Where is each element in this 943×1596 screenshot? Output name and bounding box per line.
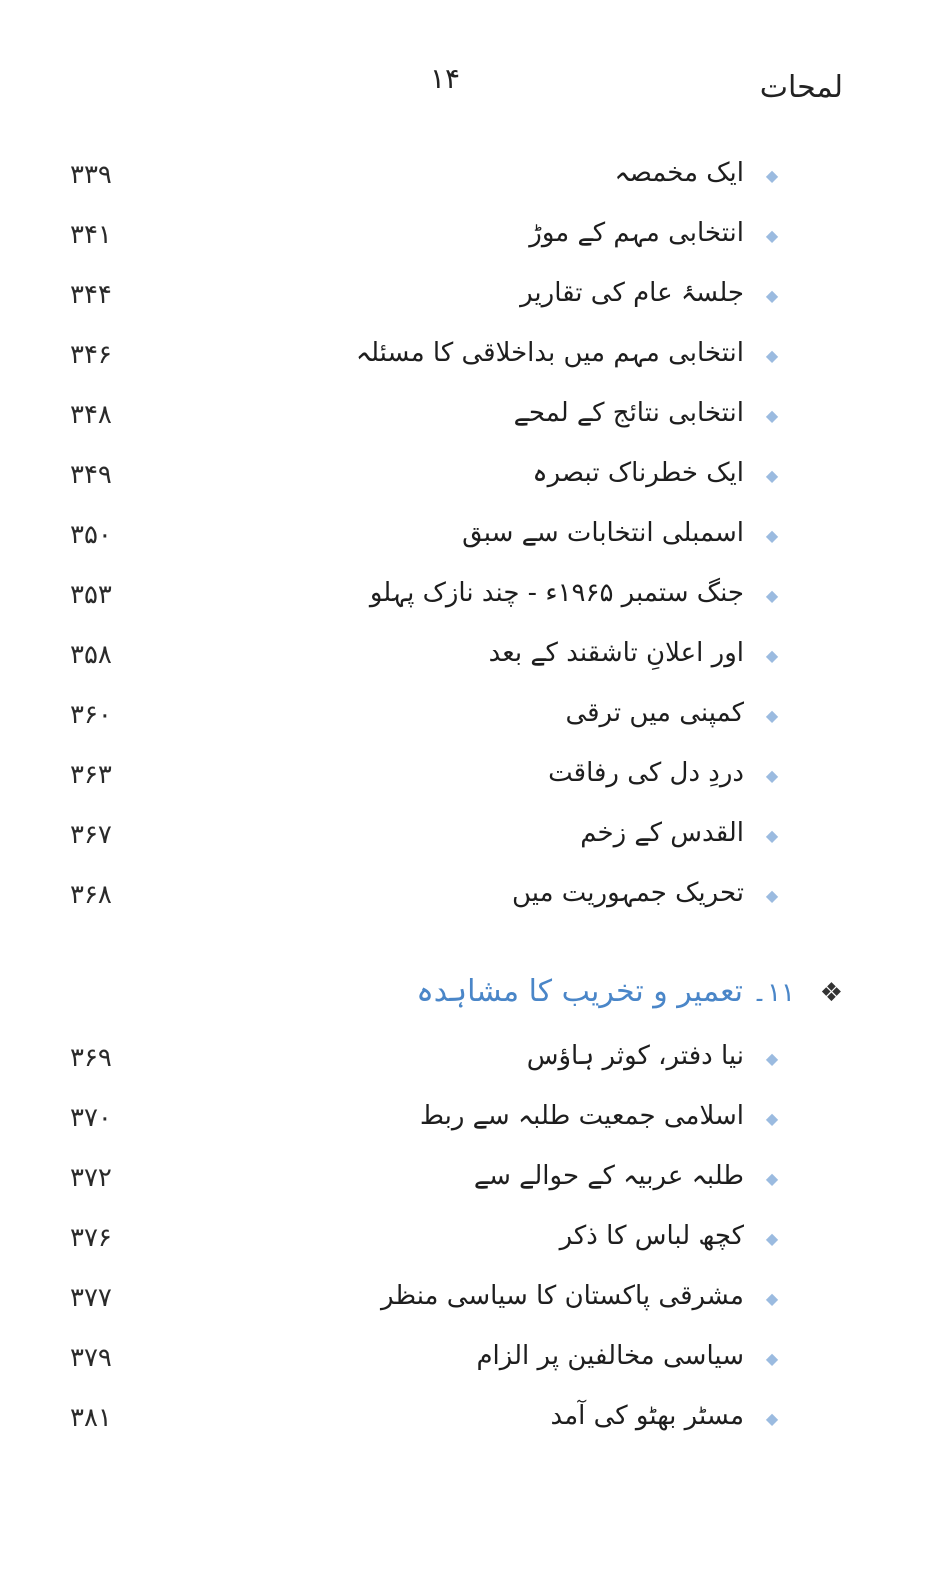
toc-entry-page: ۳۷۲ [70, 1163, 112, 1193]
toc-entry-title: نیا دفتر، کوثر ہاؤس [526, 1041, 744, 1071]
toc-entry-title: القدس کے زخم [580, 818, 744, 848]
diamond-bullet-icon: ◆ [765, 826, 779, 845]
toc-entry-title: تحریک جمہوریت میں [511, 878, 744, 908]
toc-entry[interactable] [60, 452, 780, 502]
toc-entry-title: ایک خطرناک تبصرہ [532, 458, 744, 488]
toc-entry[interactable] [60, 812, 780, 862]
diamond-bullet-icon: ◆ [765, 286, 779, 305]
diamond-bullet-icon: ◆ [765, 1409, 779, 1428]
toc-entry-title: انتخابی مہم میں بداخلاقی کا مسئلہ [355, 338, 744, 368]
toc-entry-page: ۳۷۹ [70, 1343, 112, 1373]
toc-entry[interactable] [60, 632, 780, 682]
toc-entry[interactable] [60, 752, 780, 802]
toc-entry-page: ۳۶۳ [70, 760, 112, 790]
toc-entry-title: اور اعلانِ تاشقند کے بعد [488, 638, 744, 668]
toc-entry-page: ۳۶۹ [70, 1043, 112, 1073]
toc-entry-page: ۳۸۱ [70, 1403, 112, 1433]
section-heading[interactable] [416, 970, 843, 1020]
toc-entry[interactable] [60, 332, 780, 382]
toc-entry-page: ۳۵۳ [70, 580, 112, 610]
toc-entry[interactable] [60, 1155, 780, 1205]
diamond-bullet-icon: ◆ [765, 226, 779, 245]
toc-entry[interactable] [60, 392, 780, 442]
toc-entry[interactable] [60, 872, 780, 922]
toc-entry-page: ۳۶۸ [70, 880, 112, 910]
toc-entry[interactable] [60, 152, 780, 202]
toc-entry-title: دردِ دل کی رفاقت [548, 758, 744, 788]
toc-entry-page: ۳۳۹ [70, 160, 112, 190]
toc-entry-page: ۳۴۱ [70, 220, 112, 250]
toc-entry[interactable] [60, 692, 780, 742]
toc-entry-page: ۳۷۰ [70, 1103, 112, 1133]
diamond-bullet-icon: ◆ [765, 346, 779, 365]
toc-entry-title: طلبہ عربیہ کے حوالے سے [473, 1161, 744, 1191]
toc-entry-title: اسمبلی انتخابات سے سبق [462, 518, 744, 548]
diamond-bullet-icon: ◆ [765, 1229, 779, 1248]
diamond-bullet-icon: ◆ [765, 766, 779, 785]
toc-entry[interactable] [60, 212, 780, 262]
diamond-bullet-icon: ◆ [765, 466, 779, 485]
diamond-bullet-icon: ◆ [765, 1169, 779, 1188]
toc-entry[interactable] [60, 1035, 780, 1085]
running-header-title: لمحات [759, 70, 843, 105]
diamond-bullet-icon: ◆ [765, 166, 779, 185]
toc-entry[interactable] [60, 1215, 780, 1265]
toc-entry[interactable] [60, 272, 780, 322]
toc-entry-title: اسلامی جمعیت طلبہ سے ربط [419, 1101, 744, 1131]
toc-entry-title: کچھ لباس کا ذکر [559, 1221, 744, 1251]
toc-entry-title: انتخابی مہم کے موڑ [529, 218, 744, 248]
four-diamond-icon: ❖ [819, 978, 843, 1008]
toc-entry[interactable] [60, 1335, 780, 1385]
toc-entry-page: ۳۷۶ [70, 1223, 112, 1253]
page-number: ۱۴ [430, 62, 461, 95]
toc-entry-title: سیاسی مخالفین پر الزام [476, 1341, 744, 1371]
toc-entry-title: جنگ ستمبر ۱۹۶۵ء - چند نازک پہلو [369, 578, 744, 608]
toc-entry[interactable] [60, 512, 780, 562]
toc-entry-title: مشرقی پاکستان کا سیاسی منظر [381, 1281, 744, 1311]
diamond-bullet-icon: ◆ [765, 1109, 779, 1128]
toc-entry[interactable] [60, 1275, 780, 1325]
toc-entry-page: ۳۴۴ [70, 280, 112, 310]
toc-entry-page: ۳۴۸ [70, 400, 112, 430]
diamond-bullet-icon: ◆ [765, 1289, 779, 1308]
toc-entry[interactable] [60, 1095, 780, 1145]
section-title: تعمیر و تخریب کا مشاہدہ [416, 974, 743, 1009]
toc-entry-page: ۳۶۷ [70, 820, 112, 850]
toc-entry-page: ۳۷۷ [70, 1283, 112, 1313]
toc-entry-title: کمپنی میں ترقی [565, 698, 744, 728]
diamond-bullet-icon: ◆ [765, 1349, 779, 1368]
toc-entry-page: ۳۶۰ [70, 700, 112, 730]
diamond-bullet-icon: ◆ [765, 1049, 779, 1068]
diamond-bullet-icon: ◆ [765, 706, 779, 725]
toc-entry-title: مسٹر بھٹو کی آمد [550, 1401, 744, 1431]
toc-entry-title: ایک مخمصہ [614, 158, 744, 188]
section-number: ۱۱۔ [751, 978, 795, 1008]
toc-entry[interactable] [60, 572, 780, 622]
toc-entry-page: ۳۴۶ [70, 340, 112, 370]
toc-entry-title: جلسۂ عام کی تقاریر [520, 278, 744, 308]
diamond-bullet-icon: ◆ [765, 646, 779, 665]
diamond-bullet-icon: ◆ [765, 406, 779, 425]
toc-entry[interactable] [60, 1395, 780, 1445]
toc-entry-title: انتخابی نتائج کے لمحے [513, 398, 744, 428]
toc-entry-page: ۳۵۰ [70, 520, 112, 550]
diamond-bullet-icon: ◆ [765, 886, 779, 905]
diamond-bullet-icon: ◆ [765, 526, 779, 545]
toc-entry-page: ۳۵۸ [70, 640, 112, 670]
toc-entry-page: ۳۴۹ [70, 460, 112, 490]
diamond-bullet-icon: ◆ [765, 586, 779, 605]
